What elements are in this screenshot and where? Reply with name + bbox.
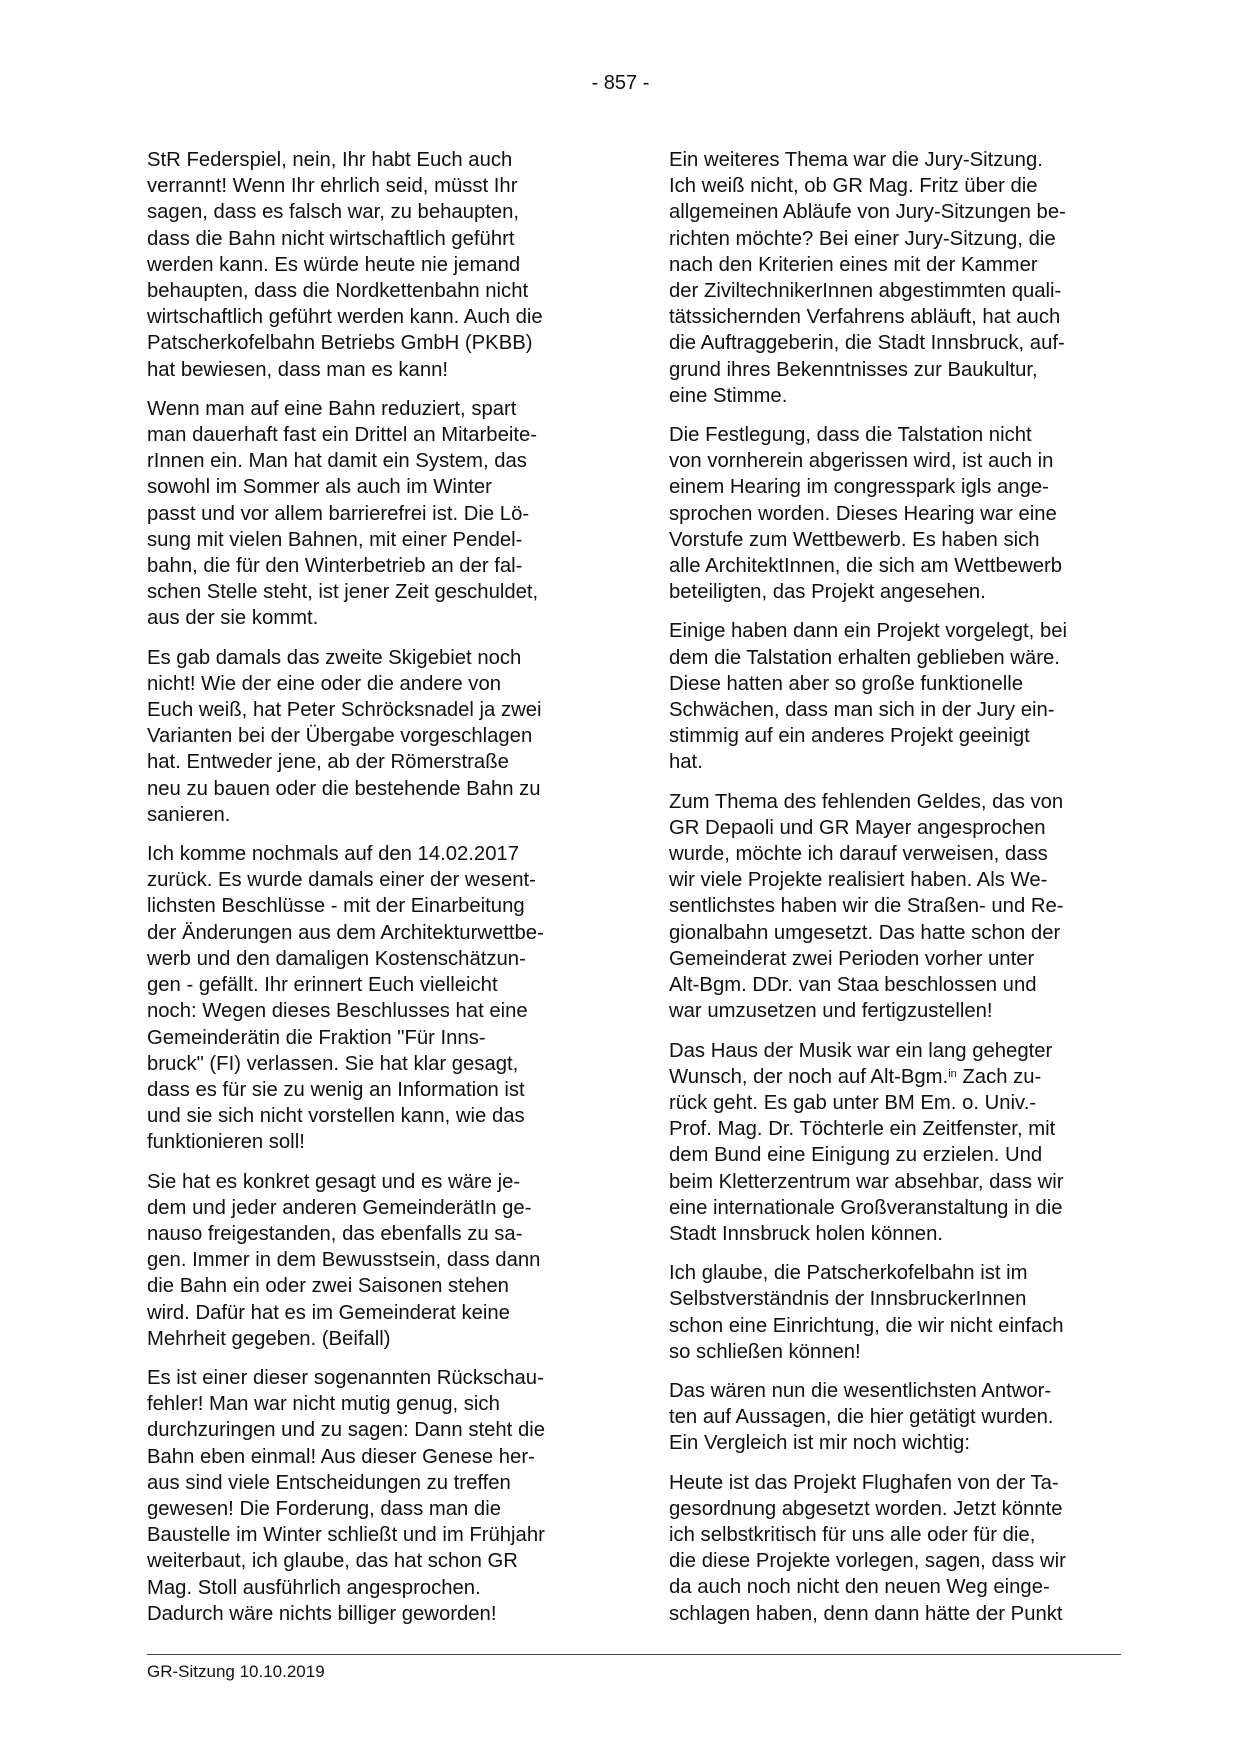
footer-session-date: GR-Sitzung 10.10.2019: [147, 1662, 325, 1681]
text-line: und sie sich nicht vorstellen kann, wie das: [147, 1105, 525, 1128]
text-line: Mehrheit gegeben. (Beifall): [147, 1327, 391, 1350]
paragraph: [669, 789, 1087, 1025]
text-line: die Auftraggeberin, die Stadt Innsbruck, auf-: [669, 332, 1065, 355]
text-line-segment: Wunsch, der noch auf Alt-Bgm.: [669, 1065, 949, 1088]
text-line: werb und den damaligen Kostenschätzun-: [147, 947, 526, 970]
text-line: Euch weiß, hat Peter Schröcksnadel ja zwei: [147, 699, 542, 722]
text-line: weiterbaut, ich glaube, das hat schon GR: [147, 1550, 518, 1573]
text-line: [669, 1064, 1087, 1090]
text-line: Es gab damals das zweite Skigebiet noch: [147, 646, 522, 669]
text-line: dem Bund eine Einigung zu erzielen. Und: [669, 1144, 1043, 1167]
text-line: Gemeinderätin die Fraktion "Für Inns-: [147, 1026, 486, 1049]
paragraph: [147, 396, 565, 632]
text-line: war umzusetzen und fertigzustellen!: [669, 1000, 993, 1023]
text-line: beim Kletterzentrum war absehbar, dass wir: [669, 1170, 1064, 1193]
paragraph: [669, 422, 1087, 605]
superscript: in: [948, 1067, 957, 1080]
text-line: tätssichernden Verfahrens abläuft, hat auch: [669, 306, 1061, 329]
text-line: bruck" (FI) verlassen. Sie hat klar gesagt,: [147, 1052, 519, 1075]
text-line: schon eine Einrichtung, die wir nicht einfach: [669, 1314, 1064, 1337]
text-line: noch: Wegen dieses Beschlusses hat eine: [147, 1000, 528, 1023]
text-line: Zum Thema des fehlenden Geldes, das von: [669, 790, 1064, 813]
text-line: Wenn man auf eine Bahn reduziert, spart: [147, 397, 517, 420]
text-line: nicht! Wie der eine oder die andere von: [147, 672, 502, 695]
text-line: aus der sie kommt.: [147, 607, 319, 630]
text-line: ich selbstkritisch für uns alle oder für die,: [669, 1523, 1036, 1546]
paragraph: [669, 147, 1087, 409]
text-line: sagen, dass es falsch war, zu behaupten,: [147, 201, 520, 224]
text-line: aus sind viele Entscheidungen zu treffen: [147, 1471, 511, 1494]
text-line: Es ist einer dieser sogenannten Rückschau-: [147, 1366, 544, 1389]
text-line: richten möchte? Bei einer Jury-Sitzung, die: [669, 227, 1056, 250]
text-line: Einige haben dann ein Projekt vorgelegt, bei: [669, 620, 1068, 643]
text-line: sung mit vielen Bahnen, mit einer Pendel-: [147, 528, 523, 551]
paragraph: [669, 1378, 1087, 1457]
text-line: Prof. Mag. Dr. Töchterle ein Zeitfenster, mit: [669, 1118, 1056, 1141]
text-line: Stadt Innsbruck holen können.: [669, 1222, 943, 1245]
text-line: gen - gefällt. Ihr erinnert Euch vielleicht: [147, 974, 498, 997]
text-line: Ich glaube, die Patscherkofelbahn ist im: [669, 1262, 1028, 1285]
text-line: GR Depaoli und GR Mayer angesprochen: [669, 816, 1046, 839]
text-line: die diese Projekte vorlegen, sagen, dass wir: [669, 1550, 1066, 1573]
text-line: stimmig auf ein anderes Projekt geeinigt: [669, 725, 1030, 748]
text-line: gesordnung abgesetzt worden. Jetzt könnte: [669, 1497, 1063, 1520]
text-line: Schwächen, dass man sich in der Jury ein-: [669, 699, 1055, 722]
paragraph: [669, 618, 1087, 775]
text-line: bahn, die für den Winterbetrieb an der fal-: [147, 555, 523, 578]
text-line: sanieren.: [147, 803, 231, 826]
text-line: rInnen ein. Man hat damit ein System, das: [147, 450, 527, 473]
text-line: Gemeinderat zwei Perioden vorher unter: [669, 947, 1035, 970]
text-line: alle ArchitektInnen, die sich am Wettbewerb: [669, 555, 1063, 578]
text-line: einem Hearing im congresspark igls ange-: [669, 476, 1049, 499]
paragraph: [669, 1260, 1087, 1365]
text-line: Vorstufe zum Wettbewerb. Es haben sich: [669, 528, 1040, 551]
text-line: fehler! Man war nicht mutig genug, sich: [147, 1393, 500, 1416]
footer-divider: [147, 1654, 1121, 1655]
text-line: Ich komme nochmals auf den 14.02.2017: [147, 843, 520, 866]
text-line: gen. Immer in dem Bewusstsein, dass dann: [147, 1249, 541, 1272]
text-line: zurück. Es wurde damals einer der wesent-: [147, 869, 536, 892]
text-line: der ZiviltechnikerInnen abgestimmten quali-: [669, 280, 1062, 303]
text-line: rück geht. Es gab unter BM Em. o. Univ.-: [669, 1091, 1037, 1114]
text-line: Heute ist das Projekt Flughafen von der Ta-: [669, 1471, 1059, 1494]
text-line: werden kann. Es würde heute nie jemand: [147, 253, 521, 276]
text-line: neu zu bauen oder die bestehende Bahn zu: [147, 777, 541, 800]
text-line: dem die Talstation erhalten geblieben wäre.: [669, 646, 1060, 669]
text-line: gionalbahn umgesetzt. Das hatte schon der: [669, 921, 1061, 944]
text-line: sentlichstes haben wir die Straßen- und Re-: [669, 895, 1064, 918]
paragraph: [147, 147, 565, 383]
text-line: dass die Bahn nicht wirtschaftlich geführt: [147, 227, 515, 250]
text-line: grund ihres Bekenntnisses zur Baukultur,: [669, 358, 1038, 381]
text-line: Patscherkofelbahn Betriebs GmbH (PKBB): [147, 332, 533, 355]
text-line: StR Federspiel, nein, Ihr habt Euch auch: [147, 149, 513, 171]
text-line: Sie hat es konkret gesagt und es wäre je-: [147, 1170, 521, 1193]
text-line: Diese hatten aber so große funktionelle: [669, 672, 1024, 695]
text-line: funktionieren soll!: [147, 1131, 305, 1154]
text-line: von vornherein abgerissen wird, ist auch in: [669, 450, 1054, 473]
text-line: da auch noch nicht den neuen Weg einge-: [669, 1576, 1050, 1599]
text-line: Ich weiß nicht, ob GR Mag. Fritz über die: [669, 175, 1038, 198]
text-line: Mag. Stoll ausführlich angesprochen.: [147, 1576, 481, 1599]
text-line: Ein Vergleich ist mir noch wichtig:: [669, 1432, 970, 1455]
text-line: nauso freigestanden, das ebenfalls zu sa-: [147, 1222, 523, 1245]
text-line: nach den Kriterien eines mit der Kammer: [669, 253, 1038, 276]
text-line: hat bewiesen, dass man es kann!: [147, 358, 449, 381]
text-line: passt und vor allem barrierefrei ist. Die Lö-: [147, 502, 530, 525]
paragraph: [669, 1038, 1087, 1248]
text-line: Dadurch wäre nichts billiger geworden!: [147, 1602, 497, 1625]
text-line: Das Haus der Musik war ein lang gehegter: [669, 1039, 1053, 1062]
text-line-segment: Zach zu-: [956, 1065, 1042, 1088]
text-line: wurde, möchte ich darauf verweisen, dass: [669, 843, 1048, 866]
text-line: verrannt! Wenn Ihr ehrlich seid, müsst Ihr: [147, 175, 518, 198]
text-line: Baustelle im Winter schließt und im Frühjahr: [147, 1524, 545, 1547]
text-line: durchzuringen und zu sagen: Dann steht die: [147, 1419, 546, 1442]
text-line: wirtschaftlich geführt werden kann. Auch die: [147, 306, 543, 329]
text-line: dem und jeder anderen GemeinderätIn ge-: [147, 1196, 532, 1219]
page-number: - 857 -: [591, 72, 650, 94]
text-line: die Bahn ein oder zwei Saisonen stehen: [147, 1275, 509, 1298]
text-line: gewesen! Die Forderung, dass man die: [147, 1497, 501, 1520]
text-line: schlagen haben, denn dann hätte der Punkt: [669, 1602, 1063, 1625]
text-line: der Änderungen aus dem Architekturwettbe-: [147, 921, 544, 944]
paragraph: [147, 645, 565, 828]
text-line: beteiligten, das Projekt angesehen.: [669, 581, 986, 604]
paragraph: [147, 1365, 565, 1627]
paragraph: [669, 1470, 1087, 1627]
text-line: behaupten, dass die Nordkettenbahn nicht: [147, 280, 529, 303]
text-line: Das wären nun die wesentlichsten Antwor-: [669, 1379, 1052, 1402]
text-line: sowohl im Sommer als auch im Winter: [147, 476, 492, 499]
text-line: man dauerhaft fast ein Drittel an Mitarbeite-: [147, 424, 538, 447]
left-column: [147, 147, 565, 1640]
text-line: ten auf Aussagen, die hier getätigt wurden.: [669, 1406, 1054, 1429]
right-column: [669, 147, 1087, 1640]
paragraph: [147, 1169, 565, 1352]
text-line: hat. Entweder jene, ab der Römerstraße: [147, 751, 509, 774]
text-line: sprochen worden. Dieses Hearing war eine: [669, 502, 1057, 525]
text-line: wir viele Projekte realisiert haben. Als We-: [669, 869, 1048, 892]
text-line: allgemeinen Abläufe von Jury-Sitzungen be-: [669, 201, 1066, 224]
text-line: Alt-Bgm. DDr. van Staa beschlossen und: [669, 974, 1037, 997]
text-line: Selbstverständnis der InnsbruckerInnen: [669, 1288, 1027, 1311]
text-line: so schließen können!: [669, 1340, 861, 1363]
text-line: Bahn eben einmal! Aus dieser Genese her-: [147, 1445, 535, 1468]
text-line: eine internationale Großveranstaltung in die: [669, 1196, 1063, 1219]
text-line: lichsten Beschlüsse - mit der Einarbeitung: [147, 895, 525, 918]
text-line: eine Stimme.: [669, 384, 788, 407]
paragraph: [147, 841, 565, 1155]
text-line: dass es für sie zu wenig an Information ist: [147, 1078, 525, 1101]
text-line: Ein weiteres Thema war die Jury-Sitzung.: [669, 149, 1043, 171]
text-line: hat.: [669, 751, 703, 774]
text-line: Varianten bei der Übergabe vorgeschlagen: [147, 725, 533, 748]
text-line: Die Festlegung, dass die Talstation nicht: [669, 424, 1032, 447]
text-line: wird. Dafür hat es im Gemeinderat keine: [147, 1301, 510, 1324]
text-line: schen Stelle steht, ist jener Zeit geschuldet,: [147, 581, 539, 604]
